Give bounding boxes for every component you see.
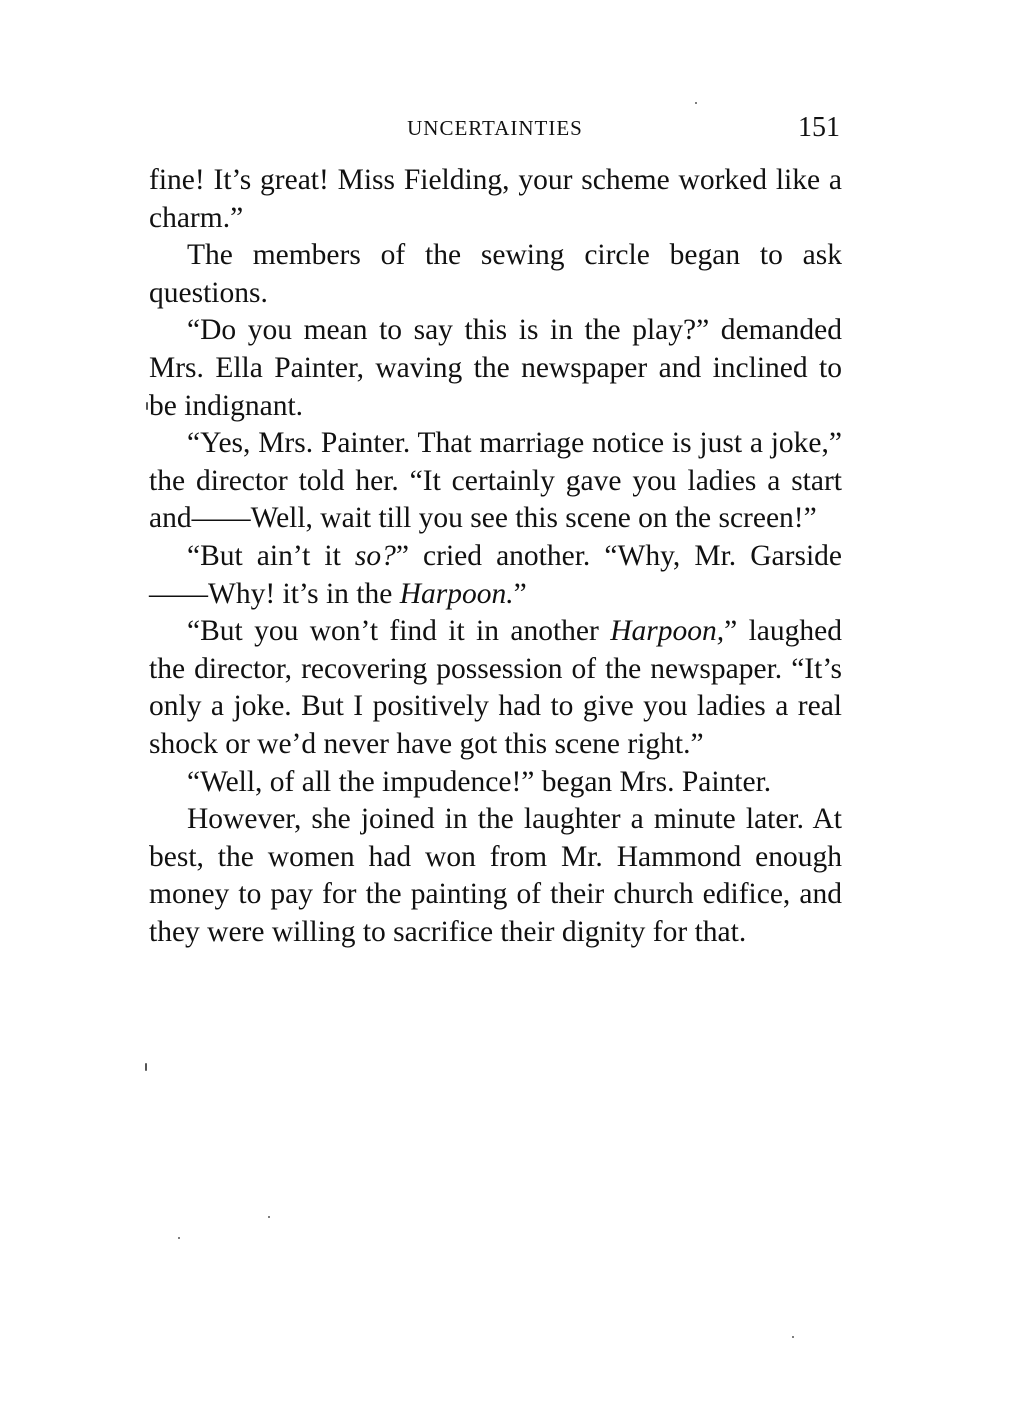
body-text	[149, 162, 842, 951]
text-run: ” laughed the director, recovering possession of the newspaper. “It’s only a joke. But I positively had to give you ladies a real shock or we’d never have got this scene right.”	[149, 615, 842, 760]
scan-speck	[178, 1237, 180, 1239]
text-run: The members of the sewing circle began to ask questions.	[149, 239, 842, 309]
scan-speck	[695, 102, 697, 104]
text-run: ” cried another. “Why, Mr. Garside——Why! it’s in the	[149, 539, 842, 610]
running-head	[150, 112, 840, 146]
paragraph	[149, 425, 842, 538]
paragraph	[149, 312, 842, 425]
scan-speck	[792, 1336, 794, 1338]
running-title: UNCERTAINTIES	[407, 116, 583, 140]
text-run: “But ain’t it	[187, 539, 355, 572]
paragraph	[149, 801, 842, 951]
text-run: “But you won’t find it in another	[187, 615, 611, 648]
text-run: “Well, of all the impudence!” began Mrs. Painter.	[187, 765, 772, 798]
text-run: “Yes, Mrs. Painter. That marriage notice is just a joke,” the director told her. “It certainly gave you ladies a start and——Well, wait till you see this scene on the screen!”	[149, 427, 842, 535]
paragraph	[149, 237, 842, 312]
paragraph	[149, 162, 842, 237]
page-number: 151	[798, 112, 840, 143]
paragraph	[149, 764, 842, 802]
paragraph	[149, 613, 842, 763]
text-run: “Do you mean to say this is in the play?” demanded Mrs. Ella Painter, waving the newspaper and inclined to be indignant.	[149, 314, 842, 422]
text-run: fine! It’s great! Miss Fielding, your scheme worked like a charm.”	[149, 164, 842, 234]
italic-run: so?	[354, 539, 396, 572]
italic-run: Harpoon,	[610, 615, 725, 648]
italic-run: Harpoon.	[399, 577, 514, 610]
text-run: ”	[513, 577, 527, 610]
paragraph	[149, 538, 842, 613]
text-run: However, she joined in the laughter a minute later. At best, the women had won from Mr. Hammond enough money to pay for the painting of their church edifice, and they were willing to sacrifice their dignity for that.	[149, 803, 842, 948]
scan-speck	[146, 402, 148, 410]
scan-speck	[268, 1216, 270, 1218]
scan-speck	[145, 1063, 147, 1071]
